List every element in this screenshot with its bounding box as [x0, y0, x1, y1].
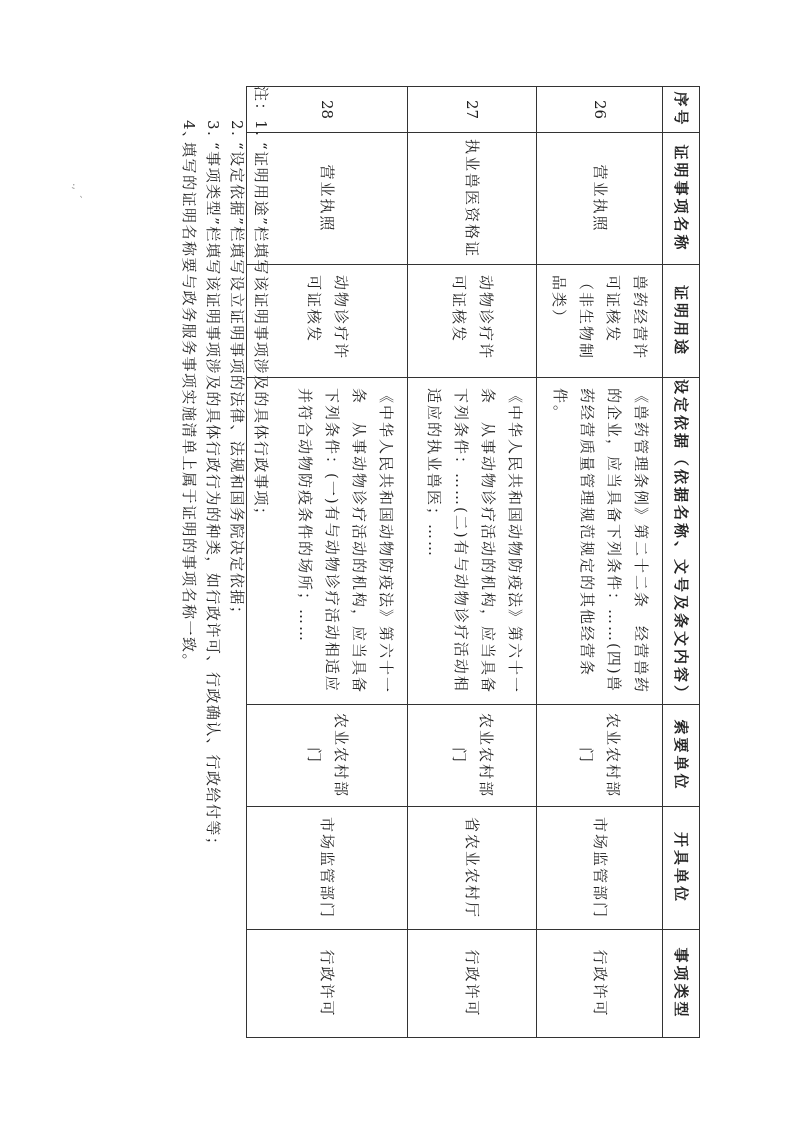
- row-seq: 27: [408, 87, 537, 133]
- row-basis: 《中华人民共和国动物防疫法》第六十一条 从事动物诊疗活动的机构，应当具备下列条件：(一)有与动物诊疗活动相适应并符合动物防疫条件的场所；……: [247, 378, 408, 705]
- table-row: [537, 87, 663, 1038]
- notes-section: [177, 86, 273, 1086]
- header-item-name: 证明事项名称: [663, 133, 700, 265]
- row-issuer: 省农业农村厅: [408, 807, 537, 930]
- header-requester: 索要单位: [663, 705, 700, 807]
- row-type: 行政许可: [408, 930, 537, 1038]
- row-issuer: 市场监管部门: [537, 807, 663, 930]
- note-number: 1.: [252, 120, 270, 138]
- note-text: “设定依据”栏填写设立证明事项的法律、法规和国务院决定依据；: [228, 142, 246, 623]
- table-header-row: [663, 87, 700, 1038]
- row-usage: 兽药经营许可证核发（非生物制品类）: [537, 265, 663, 378]
- row-item-name: 执业兽医资格证: [408, 133, 537, 265]
- row-requester: 农业农村部门: [408, 705, 537, 807]
- row-type: 行政许可: [247, 930, 408, 1038]
- row-type: 行政许可: [537, 930, 663, 1038]
- note-text: “证明用途”栏填写该证明事项涉及的具体行政事项；: [252, 142, 270, 524]
- note-item: [177, 86, 201, 1086]
- row-requester: 农业农村部门: [247, 705, 408, 807]
- row-requester: 农业农村部门: [537, 705, 663, 807]
- row-item-name: 营业执照: [537, 133, 663, 265]
- row-basis: 《兽药管理条例》第二十二条 经营兽药的企业，应当具备下列条件：……(四)兽药经营质量管理规范规定的其他经营条件。: [537, 378, 663, 705]
- note-number: 3.: [204, 120, 222, 138]
- note-item: [249, 86, 273, 1086]
- header-basis: 设定依据（依据名称、文号及条文内容）: [663, 378, 700, 705]
- row-basis: 《中华人民共和国动物防疫法》第六十一条 从事动物诊疗活动的机构，应当具备下列条件：……(二)有与动物诊疗活动相适应的执业兽医；……: [408, 378, 537, 705]
- note-number: 2.: [228, 120, 246, 138]
- row-usage: 动物诊疗许可证核发: [408, 265, 537, 378]
- row-seq: 28: [247, 87, 408, 133]
- header-issuer: 开具单位: [663, 807, 700, 930]
- note-item: [225, 86, 249, 1086]
- row-issuer: 市场监管部门: [247, 807, 408, 930]
- note-text: 填写的证明名称要与政务服务事项实施清单上属于证明的事项名称一致。: [180, 142, 198, 671]
- row-seq: 26: [537, 87, 663, 133]
- table-row: [408, 87, 537, 1038]
- header-usage: 证明用途: [663, 265, 700, 378]
- note-item: [201, 86, 225, 1086]
- note-text: “事项类型”栏填写该证明事项涉及的具体行政行为的种类，如行政许可、行政确认、行政给付等；: [204, 142, 222, 854]
- row-usage: 动物诊疗许可证核发: [247, 265, 408, 378]
- header-type: 事项类型: [663, 930, 700, 1038]
- header-seq: 序号: [663, 87, 700, 133]
- certification-items-table: [246, 86, 700, 1038]
- notes-prefix: 注：: [252, 86, 270, 120]
- row-item-name: 营业执照: [247, 133, 408, 265]
- note-number: 4、: [180, 120, 198, 148]
- scan-speck: ., ˊ: [70, 183, 83, 199]
